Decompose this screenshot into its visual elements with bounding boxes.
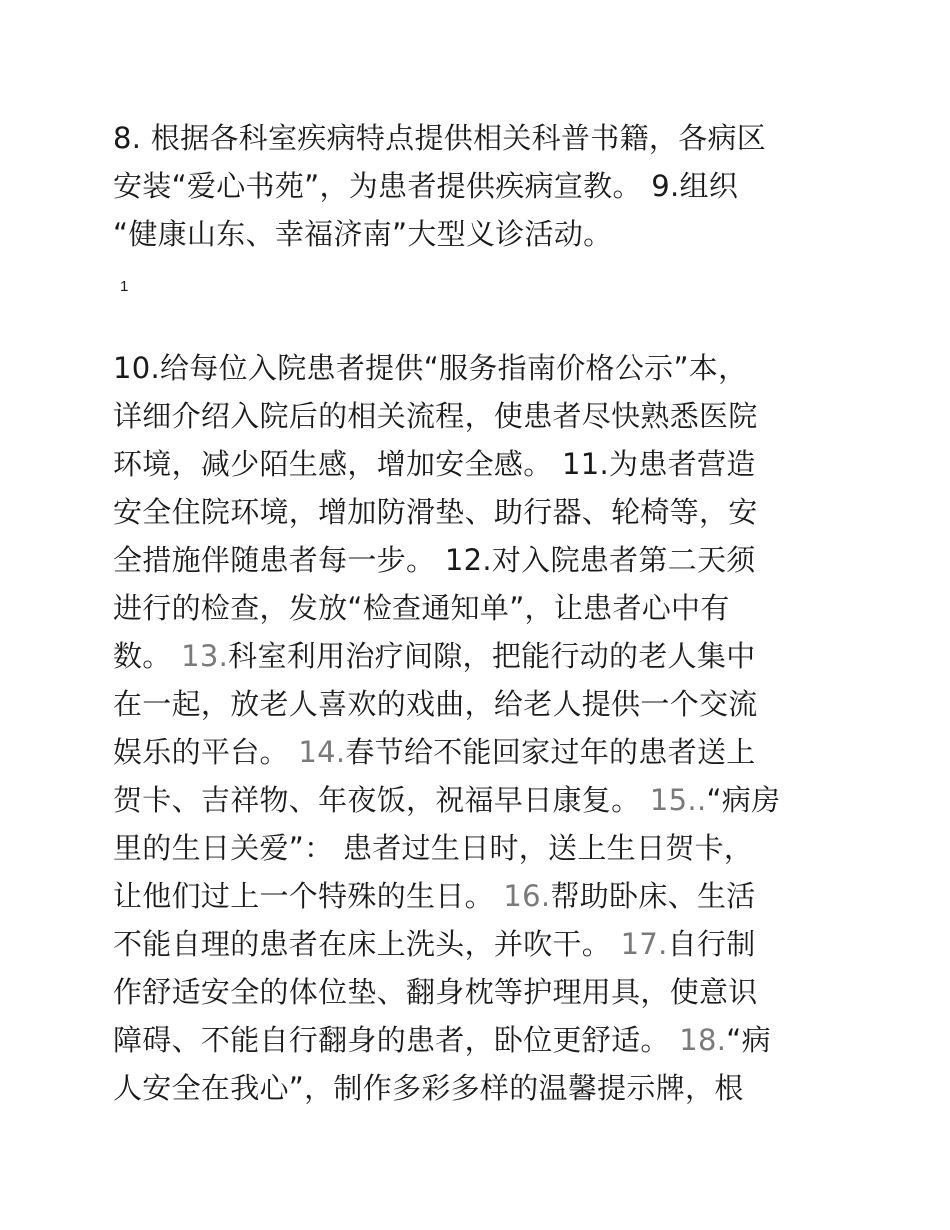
paragraph-2 (113, 344, 835, 1112)
text-run: “病 (726, 1023, 771, 1057)
text-run: 安装“爱心书苑”，为患者提供疾病宣教。 9.组织 (113, 169, 739, 203)
text-run: 安全住院环境，增加防滑垫、助行器、轮椅等，安 (113, 495, 758, 529)
text-line (113, 1016, 835, 1064)
text-run: 进行的检查，发放“检查通知单”，让患者心中有 (113, 591, 730, 625)
text-run: 10.给每位入院患者提供“服务指南价格公示”本， (113, 351, 748, 385)
text-line (113, 1064, 835, 1112)
text-run: 全措施伴随患者每一步。 12.对入院患者第二天须 (113, 543, 756, 577)
text-line (113, 114, 835, 162)
text-run: 数。 (113, 639, 182, 673)
text-line (113, 776, 835, 824)
text-run: 不能自理的患者在床上洗头，并吹干。 (113, 927, 621, 961)
text-line (113, 536, 835, 584)
text-line (113, 392, 835, 440)
text-run: 自行制 (667, 927, 756, 961)
text-line (113, 162, 835, 210)
text-line (113, 344, 835, 392)
item-number: 15.. (649, 783, 707, 817)
paragraph-1 (113, 114, 835, 258)
text-line (113, 824, 835, 872)
item-number: 17. (620, 927, 668, 961)
text-run: 作舒适安全的体位垫、翻身枕等护理用具，使意识 (113, 975, 758, 1009)
text-line (113, 968, 835, 1016)
text-line (113, 632, 835, 680)
text-line (113, 920, 835, 968)
text-line (113, 872, 835, 920)
text-run: 在一起，放老人喜欢的戏曲，给老人提供一个交流 (113, 687, 758, 721)
text-line (113, 584, 835, 632)
text-run: 8. 根据各科室疾病特点提供相关科普书籍，各病区 (113, 121, 767, 155)
item-number: 14. (298, 735, 346, 769)
text-run: 障碍、不能自行翻身的患者，卧位更舒适。 (113, 1023, 680, 1057)
text-run: “健康山东、幸福济南”大型义诊活动。 (113, 217, 613, 251)
text-run: 科室利用治疗间隙，把能行动的老人集中 (228, 639, 756, 673)
item-number: 18. (679, 1023, 727, 1057)
item-number: 16. (503, 879, 551, 913)
text-run: 春节给不能回家过年的患者送上 (345, 735, 756, 769)
text-line (113, 210, 835, 258)
text-run: 里的生日关爱”： 患者过生日时，送上生日贺卡， (113, 831, 754, 865)
text-line (113, 440, 835, 488)
text-run: 娱乐的平台。 (113, 735, 299, 769)
item-number: 13. (181, 639, 229, 673)
text-run: 详细介绍入院后的相关流程，使患者尽快熟悉医院 (113, 399, 758, 433)
footnote-marker: 1 (120, 278, 129, 295)
text-run: “病房 (706, 783, 781, 817)
text-line (113, 680, 835, 728)
text-line (113, 488, 835, 536)
text-run: 帮助卧床、生活 (550, 879, 756, 913)
text-run: 贺卡、吉祥物、年夜饭，祝福早日康复。 (113, 783, 650, 817)
text-run: 让他们过上一个特殊的生日。 (113, 879, 504, 913)
text-line (113, 728, 835, 776)
text-run: 人安全在我心”，制作多彩多样的温馨提示牌，根 (113, 1071, 744, 1105)
text-run: 环境，减少陌生感，增加安全感。 11.为患者营造 (113, 447, 756, 481)
